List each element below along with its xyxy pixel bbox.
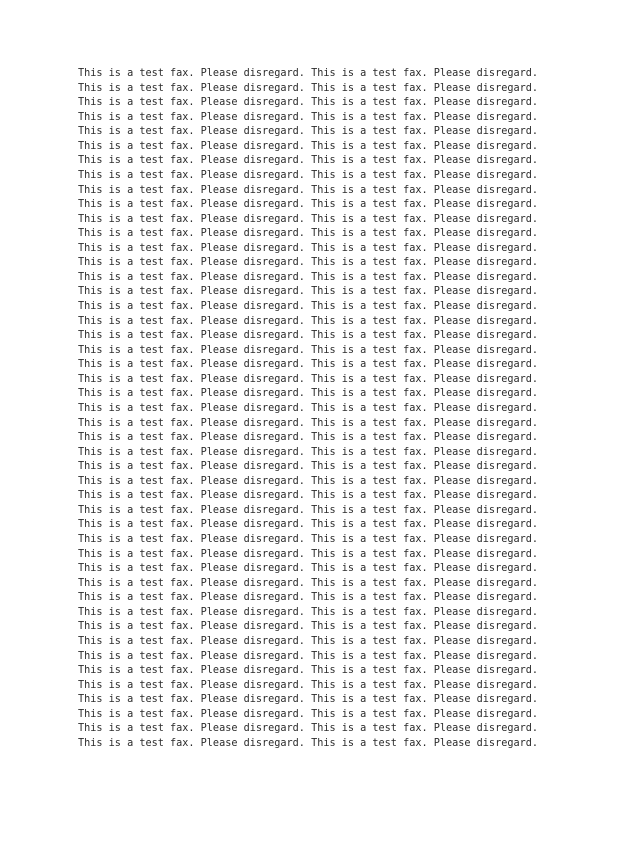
fax-line: This is a test fax. Please disregard. This is a test fax. Please disregard. bbox=[78, 577, 539, 589]
fax-line: This is a test fax. Please disregard. This is a test fax. Please disregard. bbox=[78, 723, 539, 735]
fax-line: This is a test fax. Please disregard. This is a test fax. Please disregard. bbox=[78, 315, 539, 327]
fax-line: This is a test fax. Please disregard. This is a test fax. Please disregard. bbox=[78, 228, 539, 240]
fax-line: This is a test fax. Please disregard. This is a test fax. Please disregard. bbox=[78, 475, 539, 487]
fax-line: This is a test fax. Please disregard. This is a test fax. Please disregard. bbox=[78, 184, 539, 196]
fax-line: This is a test fax. Please disregard. This is a test fax. Please disregard. bbox=[78, 417, 539, 429]
fax-line: This is a test fax. Please disregard. This is a test fax. Please disregard. bbox=[78, 708, 539, 720]
fax-line: This is a test fax. Please disregard. This is a test fax. Please disregard. bbox=[78, 461, 539, 473]
fax-line: This is a test fax. Please disregard. This is a test fax. Please disregard. bbox=[78, 548, 539, 560]
fax-line: This is a test fax. Please disregard. This is a test fax. Please disregard. bbox=[78, 97, 539, 109]
fax-line: This is a test fax. Please disregard. This is a test fax. Please disregard. bbox=[78, 213, 539, 225]
fax-line: This is a test fax. Please disregard. This is a test fax. Please disregard. bbox=[78, 286, 539, 298]
fax-line: This is a test fax. Please disregard. This is a test fax. Please disregard. bbox=[78, 155, 539, 167]
fax-line: This is a test fax. Please disregard. This is a test fax. Please disregard. bbox=[78, 534, 539, 545]
fax-line: This is a test fax. Please disregard. This is a test fax. Please disregard. bbox=[78, 82, 539, 94]
fax-line: This is a test fax. Please disregard. This is a test fax. Please disregard. bbox=[78, 737, 539, 749]
fax-line: This is a test fax. Please disregard. This is a test fax. Please disregard. bbox=[78, 563, 539, 575]
fax-line: This is a test fax. Please disregard. This is a test fax. Please disregard. bbox=[78, 140, 539, 152]
fax-line: This is a test fax. Please disregard. This is a test fax. Please disregard. bbox=[78, 504, 539, 516]
fax-line: This is a test fax. Please disregard. This is a test fax. Please disregard. bbox=[78, 388, 539, 400]
fax-line: This is a test fax. Please disregard. This is a test fax. Please disregard. bbox=[78, 665, 539, 677]
fax-line: This is a test fax. Please disregard. This is a test fax. Please disregard. bbox=[78, 402, 539, 414]
fax-line: This is a test fax. Please disregard. This is a test fax. Please disregard. bbox=[78, 679, 539, 691]
fax-line: This is a test fax. Please disregard. This is a test fax. Please disregard. bbox=[78, 330, 539, 342]
fax-line: This is a test fax. Please disregard. This is a test fax. Please disregard. bbox=[78, 592, 539, 604]
fax-line: This is a test fax. Please disregard. This is a test fax. Please disregard. bbox=[78, 432, 539, 444]
fax-line: This is a test fax. Please disregard. This is a test fax. Please disregard. bbox=[78, 606, 539, 618]
fax-line: This is a test fax. Please disregard. This is a test fax. Please disregard. bbox=[78, 446, 539, 458]
fax-line: This is a test fax. Please disregard. This is a test fax. Please disregard. bbox=[78, 359, 539, 371]
fax-line: This is a test fax. Please disregard. This is a test fax. Please disregard. bbox=[78, 650, 539, 662]
fax-line: This is a test fax. Please disregard. This is a test fax. Please disregard. bbox=[78, 111, 539, 123]
fax-line: This is a test fax. Please disregard. This is a test fax. Please disregard. bbox=[78, 635, 539, 647]
fax-line: This is a test fax. Please disregard. This is a test fax. Please disregard. bbox=[78, 242, 539, 254]
fax-text-block bbox=[78, 67, 558, 751]
fax-line: This is a test fax. Please disregard. This is a test fax. Please disregard. bbox=[78, 301, 539, 312]
fax-line: This is a test fax. Please disregard. This is a test fax. Please disregard. bbox=[78, 257, 539, 269]
fax-line: This is a test fax. Please disregard. This is a test fax. Please disregard. bbox=[78, 199, 539, 211]
fax-line: This is a test fax. Please disregard. This is a test fax. Please disregard. bbox=[78, 344, 539, 356]
fax-line: This is a test fax. Please disregard. This is a test fax. Please disregard. bbox=[78, 694, 539, 706]
fax-line: This is a test fax. Please disregard. This is a test fax. Please disregard. bbox=[78, 169, 539, 181]
fax-line: This is a test fax. Please disregard. This is a test fax. Please disregard. bbox=[78, 621, 539, 633]
fax-line: This is a test fax. Please disregard. This is a test fax. Please disregard. bbox=[78, 490, 539, 502]
fax-line: This is a test fax. Please disregard. This is a test fax. Please disregard. bbox=[78, 271, 539, 283]
fax-line: This is a test fax. Please disregard. This is a test fax. Please disregard. bbox=[78, 126, 539, 138]
fax-line: This is a test fax. Please disregard. This is a test fax. Please disregard. bbox=[78, 373, 539, 385]
fax-line: This is a test fax. Please disregard. This is a test fax. Please disregard. bbox=[78, 519, 539, 531]
fax-line: This is a test fax. Please disregard. This is a test fax. Please disregard. bbox=[78, 68, 539, 79]
